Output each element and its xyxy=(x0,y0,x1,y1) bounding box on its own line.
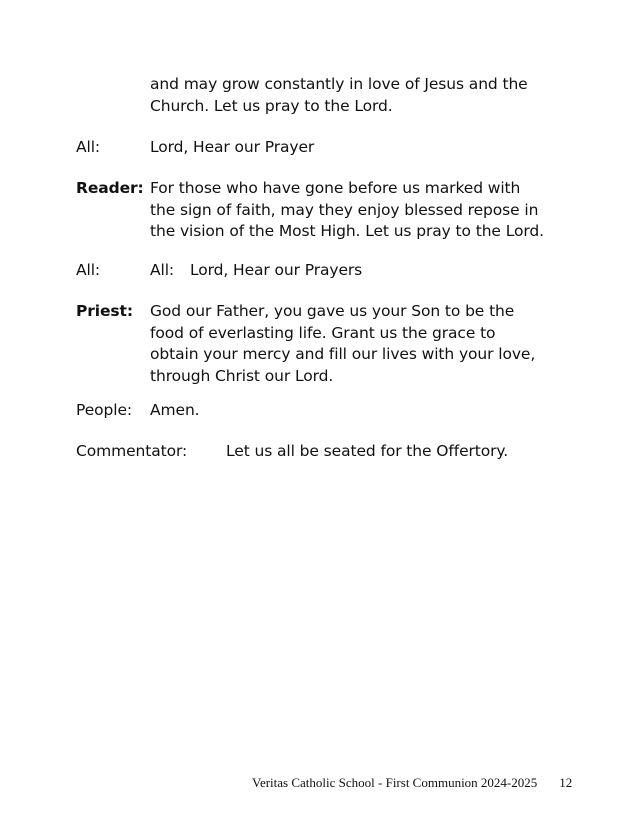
response-words: Lord, Hear our Prayers xyxy=(190,261,363,279)
page-number: 12 xyxy=(559,775,573,790)
priest-line: obtain your mercy and fill our lives with your love, xyxy=(150,345,536,363)
inline-speaker-label: All: xyxy=(150,261,175,279)
intro-passage xyxy=(76,74,576,117)
response-text xyxy=(150,260,576,282)
reader-line: the sign of faith, may they enjoy blessed repose in xyxy=(150,200,539,219)
all-response-2 xyxy=(76,260,576,282)
commentator-line xyxy=(76,441,576,463)
reader-text xyxy=(150,178,576,243)
priest-line: through Christ our Lord. xyxy=(150,366,334,385)
people-response xyxy=(76,400,576,422)
response-text: Amen. xyxy=(150,401,200,419)
reader-line: For those who have gone before us marked with xyxy=(150,179,521,197)
priest-passage xyxy=(76,301,576,387)
speaker-label: People: xyxy=(76,401,133,419)
priest-line: God our Father, you gave us your Son to be the xyxy=(150,302,515,320)
intro-line: and may grow constantly in love of Jesus and the xyxy=(150,75,528,93)
priest-text xyxy=(150,301,576,387)
speaker-label: Priest: xyxy=(76,302,133,320)
page-footer xyxy=(252,775,572,791)
speaker-label: Reader: xyxy=(76,179,144,197)
commentator-text: Let us all be seated for the Offertory. xyxy=(226,442,509,460)
response-text: Lord, Hear our Prayer xyxy=(150,138,315,156)
intro-speaker-spacer xyxy=(76,74,150,117)
speaker-label: All: xyxy=(76,138,101,156)
all-response-1 xyxy=(76,137,576,159)
intro-text xyxy=(150,74,576,117)
reader-line: the vision of the Most High. Let us pray to the Lord. xyxy=(150,222,544,240)
priest-line: food of everlasting life. Grant us the grace to xyxy=(150,323,496,342)
reader-passage xyxy=(76,178,576,243)
speaker-label: All: xyxy=(76,261,101,279)
speaker-label: Commentator: xyxy=(76,442,188,460)
intro-line: Church. Let us pray to the Lord. xyxy=(150,96,393,115)
footer-text: Veritas Catholic School - First Communion 2024-2025 xyxy=(252,775,538,790)
